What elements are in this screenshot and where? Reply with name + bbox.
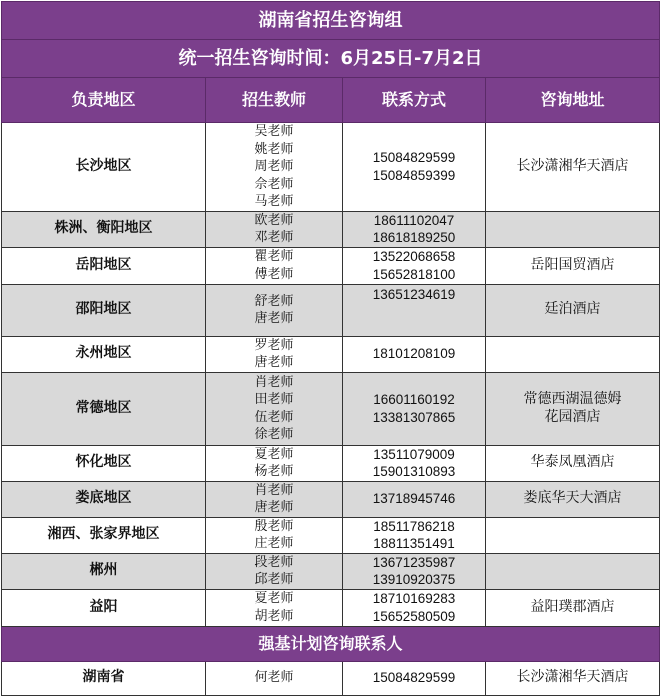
phones-cell [343,123,486,212]
region-cell: 怀化地区 [2,445,206,481]
phone-number: 15084829599 [372,150,456,166]
phone-number: 13671235987 [372,554,456,570]
contact-row [2,661,660,695]
teachers-cell [206,553,343,589]
address-cell [486,211,660,247]
address-cell [486,284,660,336]
address-line: 廷泊酒店 [544,301,601,318]
phones-cell [343,284,486,336]
teacher-name: 夏老师 [254,591,294,606]
phone-number: 16601160192 [373,392,455,407]
teacher-name: 胡老师 [254,608,294,624]
address-cell: 长沙潇湘华天酒店 [486,661,660,695]
table-row [2,336,660,372]
teacher-name: 伍老师 [254,409,294,425]
phone-number: 18101208109 [372,346,456,362]
region-cell: 益阳 [2,589,206,626]
phone-number: 13511079009 [373,446,455,462]
phone-number: 18618189250 [372,230,456,245]
region-cell: 长沙地区 [2,123,206,212]
table-subtitle: 统一招生咨询时间：6月25日-7月2日 [2,40,660,78]
address-line: 娄底华天大酒店 [523,490,622,507]
teachers-cell [206,211,343,247]
table-row [2,211,660,247]
teacher-name: 周老师 [254,159,294,174]
table-row [2,553,660,589]
table-row [2,589,660,626]
teacher-name: 舒老师 [254,293,294,309]
phone-number: 18611102047 [373,212,455,228]
header-region: 负责地区 [2,78,206,123]
phones-cell [343,336,486,372]
admissions-table [1,1,660,696]
teachers-cell [206,336,343,372]
address-cell [486,445,660,481]
phones-cell [343,445,486,481]
table-row [2,372,660,445]
region-cell: 湘西、张家界地区 [2,517,206,553]
teacher-name: 欧老师 [254,212,294,228]
table-row [2,123,660,212]
address-cell [486,589,660,626]
phone-number: 15084859399 [372,167,456,183]
phone-number: 15652580509 [372,608,456,624]
teacher-name: 田老师 [254,392,294,407]
phones-cell [343,481,486,517]
teachers-cell [206,284,343,336]
phone-number: 15901310893 [372,464,456,479]
address-cell [486,553,660,589]
address-cell [486,372,660,445]
phones-cell [343,553,486,589]
phone-number: 18811351491 [373,536,455,551]
teacher-name: 吴老师 [254,124,294,139]
address-line: 华泰凤凰酒店 [530,454,615,471]
teachers-cell [206,247,343,284]
section-band: 强基计划咨询联系人 [2,626,660,661]
phones-cell [343,517,486,553]
teacher-name: 瞿老师 [254,249,294,264]
teacher-name: 夏老师 [254,446,294,462]
teacher-name: 邓老师 [254,230,294,245]
phone-number: 18710169283 [372,591,456,606]
phones-cell [343,247,486,284]
teacher-name: 唐老师 [254,311,294,326]
phones-cell [343,372,486,445]
table-row [2,247,660,284]
teachers-cell [206,445,343,481]
address-line: 岳阳国贸酒店 [530,256,615,273]
teacher-name: 庄老师 [254,536,294,551]
teacher-name: 罗老师 [254,337,294,353]
header-address: 咨询地址 [486,78,660,123]
teacher-name: 唐老师 [254,355,294,370]
header-teachers: 招生教师 [206,78,343,123]
teacher-name: 唐老师 [254,500,294,515]
phone-number: 13910920375 [372,572,456,587]
region-cell: 邵阳地区 [2,284,206,336]
teacher-name: 杨老师 [254,464,294,479]
teacher-name: 肖老师 [254,482,294,498]
teacher-name: 佘老师 [254,176,294,192]
teachers-cell [206,589,343,626]
phone-number: 13381307865 [372,409,456,425]
table-row [2,445,660,481]
teachers-cell [206,372,343,445]
table-title: 湖南省招生咨询组 [2,2,660,40]
phone-number: 13522068658 [372,249,456,264]
address-cell [486,123,660,212]
teachers-cell [206,517,343,553]
address-cell [486,517,660,553]
region-cell: 湖南省 [2,661,206,695]
teachers-cell [206,481,343,517]
table-row [2,517,660,553]
teacher-name: 姚老师 [254,141,294,157]
phone-number: 15652818100 [372,266,456,282]
region-cell: 郴州 [2,553,206,589]
teacher-name: 段老师 [254,554,294,570]
phone-number: 13651234619 [372,286,456,302]
teacher-name: 马老师 [254,194,294,209]
address-line: 常德西湖温德姆 [523,391,622,407]
region-cell: 株洲、衡阳地区 [2,211,206,247]
address-line: 花园酒店 [544,408,601,425]
teacher-name: 徐老师 [254,427,294,442]
phones-cell [343,589,486,626]
phone-number: 13718945746 [372,491,456,507]
region-cell: 岳阳地区 [2,247,206,284]
teacher-name: 邱老师 [254,572,294,587]
phone-number: 18511786218 [373,518,455,534]
address-line: 益阳璞郡酒店 [530,598,615,615]
address-line: 长沙潇湘华天酒店 [516,158,629,174]
header-contact: 联系方式 [343,78,486,123]
address-cell [486,336,660,372]
table-row [2,481,660,517]
table-row [2,284,660,336]
teachers-cell [206,123,343,212]
teacher-name: 傅老师 [254,266,294,282]
region-cell: 永州地区 [2,336,206,372]
region-cell: 常德地区 [2,372,206,445]
address-cell [486,481,660,517]
phones-cell [343,211,486,247]
teacher-name: 肖老师 [254,374,294,390]
teacher-name: 何老师 [206,661,343,695]
address-cell [486,247,660,284]
teacher-name: 殷老师 [254,518,294,534]
phone-number: 15084829599 [343,661,486,695]
region-cell: 娄底地区 [2,481,206,517]
